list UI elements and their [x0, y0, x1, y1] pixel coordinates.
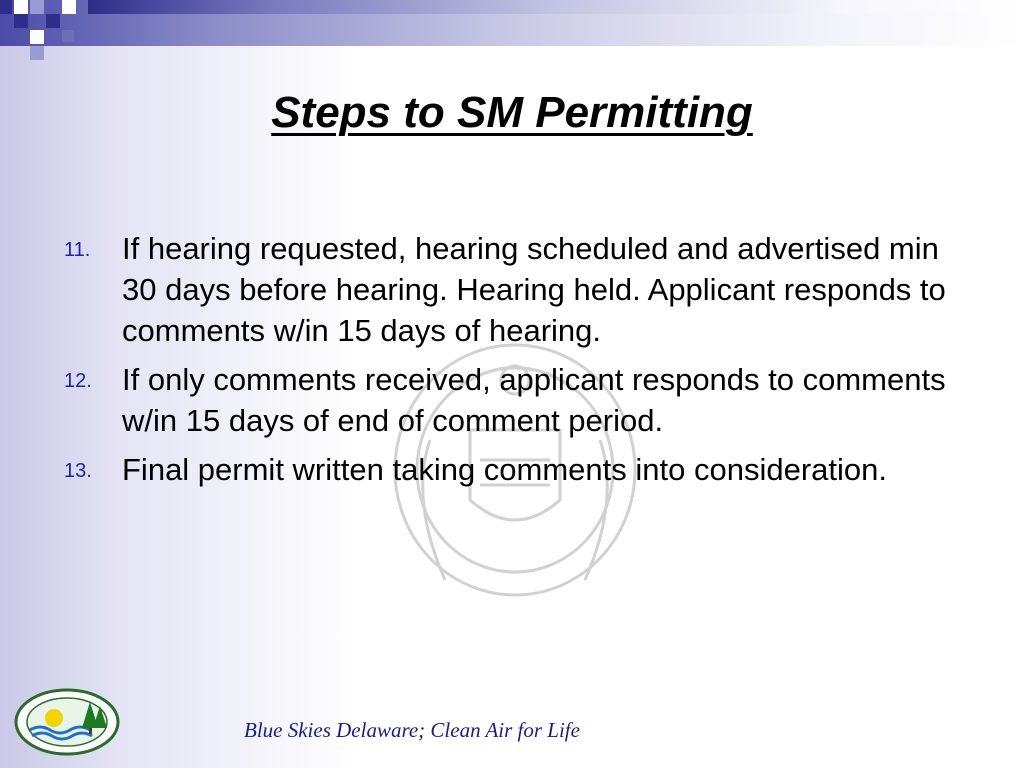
- footer-tagline: Blue Skies Delaware; Clean Air for Life: [244, 718, 580, 742]
- list-item-text: Final permit written taking comments into consideration.: [122, 452, 887, 487]
- corner-square-9: [30, 46, 44, 60]
- corner-square-3: [14, 14, 28, 28]
- list-item: [60, 359, 980, 441]
- corner-square-5: [30, 30, 44, 44]
- corner-square-8: [62, 30, 74, 42]
- corner-square-4: [30, 0, 44, 14]
- list-item-number: 13.: [64, 460, 92, 482]
- corner-square-6: [46, 14, 60, 28]
- agency-logo: [14, 688, 120, 756]
- list-item-number: 11.: [64, 239, 91, 261]
- list-item: [60, 449, 980, 490]
- list-item-text: If only comments received, applicant responds to comments w/in 15 days of end of comment period.: [122, 362, 946, 438]
- corner-square-2: [14, 0, 28, 14]
- corner-square-1: [0, 0, 12, 14]
- list-item-text: If hearing requested, hearing scheduled and advertised min 30 days before hearing. Hearing held. Applicant responds to comments w/in 15 days of hearing.: [122, 231, 946, 348]
- slide-title: Steps to SM Permitting: [271, 88, 753, 137]
- list-item: [60, 228, 980, 351]
- numbered-list: [60, 228, 980, 498]
- list-item-number: 12.: [64, 370, 92, 392]
- corner-square-7: [62, 0, 76, 14]
- header-dark-stripe: [88, 0, 1024, 14]
